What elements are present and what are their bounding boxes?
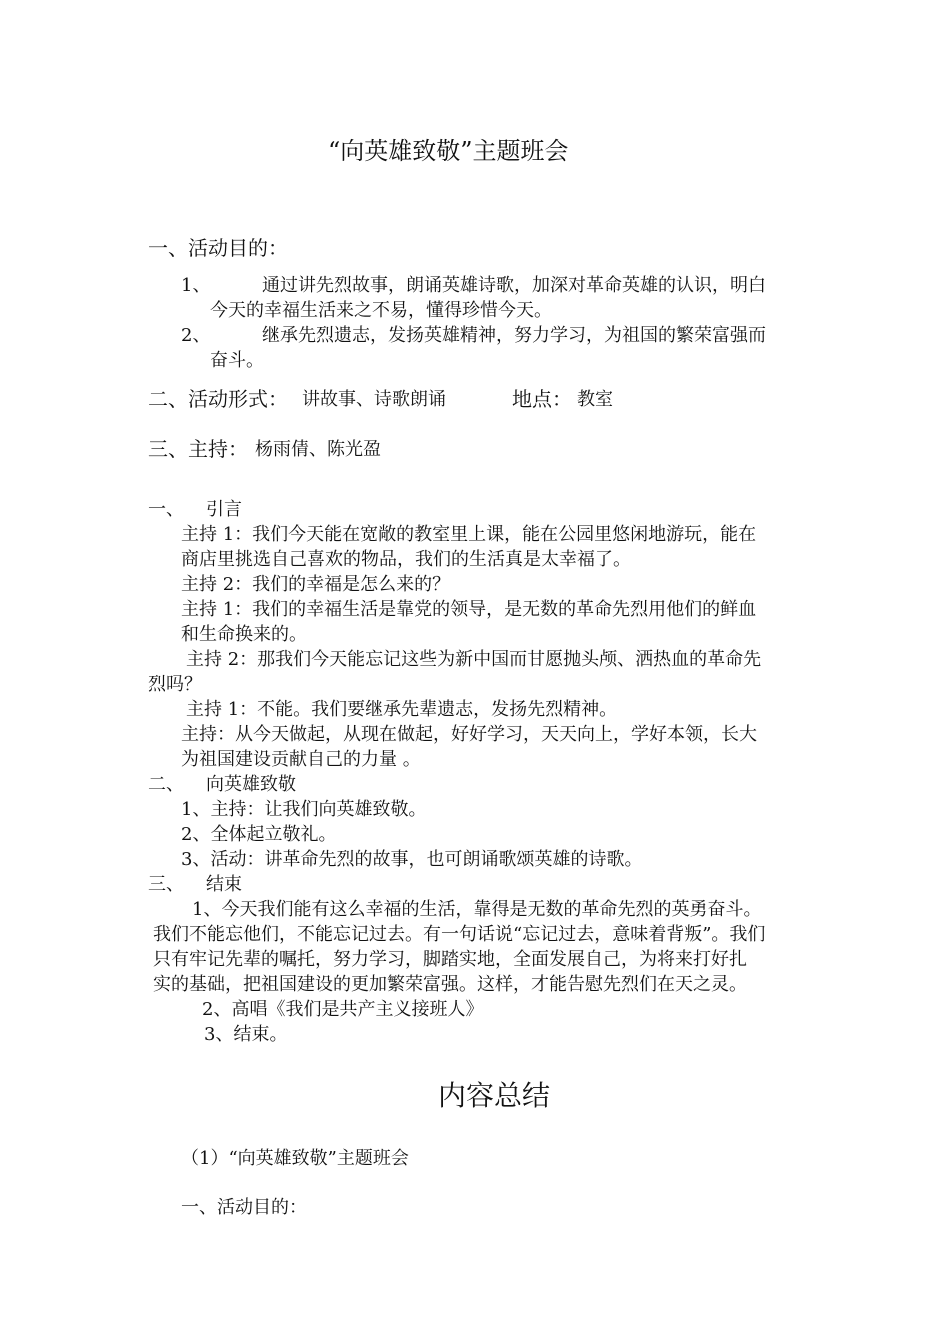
- part3-line: 实的基础，把祖国建设的更加繁荣富强。这样，才能告慰先烈们在天之灵。: [153, 974, 747, 995]
- section-heading-purpose: 一、活动目的：: [148, 236, 288, 260]
- purpose-item-2-text: 继承先烈遗志，发扬英雄精神，努力学习，为祖国的繁荣富强而: [262, 325, 766, 346]
- part1-number: 一、: [148, 499, 184, 520]
- activity-form: 讲故事、诗歌朗诵: [302, 389, 446, 410]
- part2-line: 2、全体起立敬礼。: [181, 824, 337, 845]
- purpose-item-2-number: 2、: [181, 325, 211, 346]
- summary-line: （1）“向英雄致敬”主题班会: [181, 1148, 409, 1169]
- part3-number: 三、: [148, 874, 184, 895]
- part1-line: 主持 2：我们的幸福是怎么来的？: [181, 574, 451, 595]
- part3-title: 结束: [206, 874, 242, 895]
- part1-title: 引言: [206, 499, 242, 520]
- part2-line: 3、活动：讲革命先烈的故事，也可朗诵歌颂英雄的诗歌。: [181, 849, 643, 870]
- part3-line: 1、今天我们能有这么幸福的生活，靠得是无数的革命先烈的英勇奋斗。: [192, 899, 762, 920]
- section-heading-hosts: 三、主持：: [148, 437, 248, 461]
- document-title: “向英雄致敬”主题班会: [328, 137, 569, 165]
- part3-line: 只有牢记先辈的嘱托，努力学习，脚踏实地，全面发展自己，为将来打好扎: [153, 949, 747, 970]
- summary-heading: 内容总结: [438, 1079, 551, 1112]
- part2-number: 二、: [148, 774, 184, 795]
- part2-line: 1、主持：让我们向英雄致敬。: [181, 799, 427, 820]
- part1-line: 烈吗？: [148, 674, 202, 695]
- part1-line: 主持 1：我们的幸福生活是靠党的领导，是无数的革命先烈用他们的鲜血: [181, 599, 757, 620]
- host-names: 杨雨倩、陈光盈: [255, 439, 381, 460]
- section-heading-form: 二、活动形式：: [148, 387, 288, 411]
- summary-line: 一、活动目的：: [181, 1197, 307, 1218]
- purpose-item-2-text-cont: 奋斗。: [210, 350, 264, 371]
- purpose-item-1-text: 通过讲先烈故事，朗诵英雄诗歌，加深对革命英雄的认识，明白: [262, 275, 766, 296]
- part1-line: 为祖国建设贡献自己的力量 。: [181, 749, 421, 770]
- part1-line: 主持 1：我们今天能在宽敞的教室里上课，能在公园里悠闲地游玩，能在: [181, 524, 757, 545]
- part3-line: 3、结束。: [204, 1024, 288, 1045]
- activity-place: 教室: [577, 389, 613, 410]
- part1-line: 主持 1：不能。我们要继承先辈遗志，发扬先烈精神。: [186, 699, 618, 720]
- part3-line: 我们不能忘他们，不能忘记过去。有一句话说“忘记过去，意味着背叛”。我们: [153, 924, 766, 945]
- purpose-item-1-number: 1、: [181, 275, 211, 296]
- place-label: 地点：: [512, 387, 572, 411]
- part1-line: 商店里挑选自己喜欢的物品，我们的生活真是太幸福了。: [181, 549, 631, 570]
- part1-line: 和生命换来的。: [181, 624, 307, 645]
- part1-line: 主持 2：那我们今天能忘记这些为新中国而甘愿抛头颅、洒热血的革命先: [186, 649, 762, 670]
- purpose-item-1-text-cont: 今天的幸福生活来之不易，懂得珍惜今天。: [210, 300, 552, 321]
- part1-line: 主持：从今天做起，从现在做起，好好学习，天天向上，学好本领，长大: [181, 724, 757, 745]
- part3-line: 2、高唱《我们是共产主义接班人》: [202, 999, 484, 1020]
- part2-title: 向英雄致敬: [206, 774, 296, 795]
